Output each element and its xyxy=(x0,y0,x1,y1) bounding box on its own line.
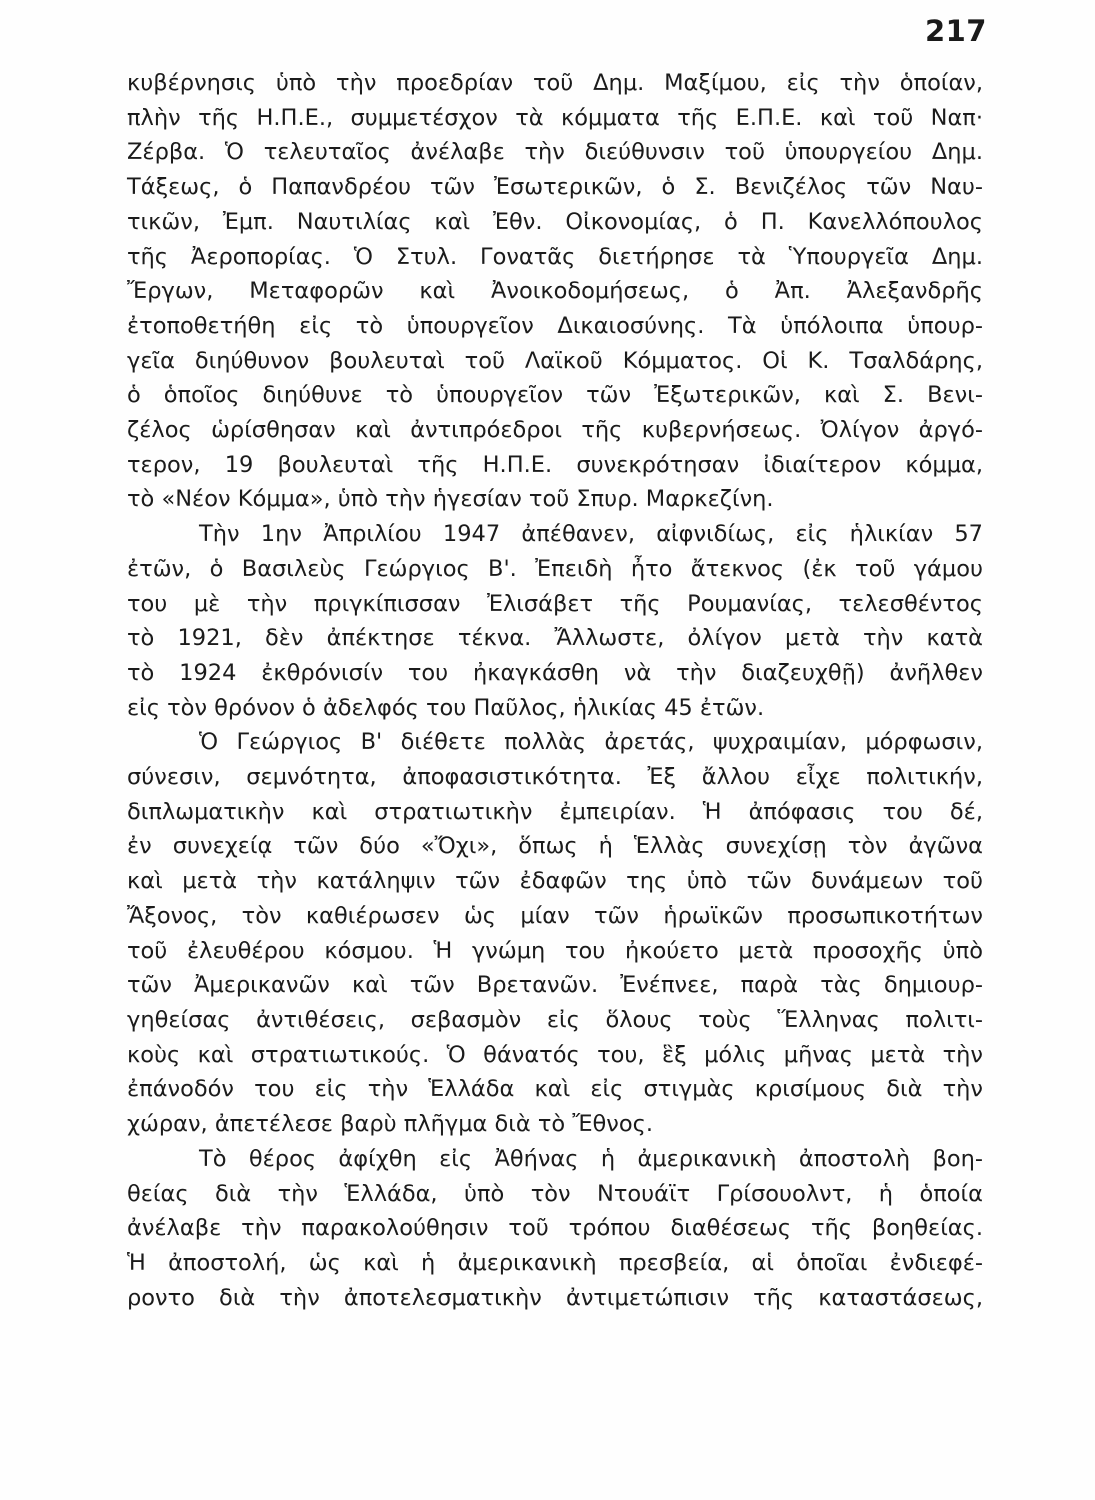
text-line: τικῶν, Ἐμπ. Ναυτιλίας καὶ Ἐθν. Οἰκονομίας, ὁ Π. Κανελλόπουλος xyxy=(127,208,983,235)
text-line: εἰς τὸν θρόνον ὁ ἀδελφός του Παῦλος, ἡλικίας 45 ἐτῶν. xyxy=(127,694,765,721)
paragraph-3 xyxy=(127,725,983,1141)
text-line: σύνεσιν, σεμνότητα, ἀποφασιστικότητα. Ἐξ ἄλλου εἶχε πολιτικήν, xyxy=(127,764,983,791)
paragraph-4 xyxy=(127,1142,983,1316)
text-line: κοὺς καὶ στρατιωτικούς. Ὁ θάνατός του, ἓξ μόλις μῆνας μετὰ τὴν xyxy=(127,1041,983,1068)
text-line: τῆς Ἀεροπορίας. Ὁ Στυλ. Γονατᾶς διετήρησε τὰ Ὑπουργεῖα Δημ. xyxy=(127,243,983,270)
text-line: γηθείσας ἀντιθέσεις, σεβασμὸν εἰς ὅλους τοὺς Ἕλληνας πολιτι- xyxy=(127,1006,983,1033)
text-line: Ἔργων, Μεταφορῶν καὶ Ἀνοικοδομήσεως, ὁ Ἀπ. Ἀλεξανδρῆς xyxy=(127,278,983,305)
text-line: τερον, 19 βουλευταὶ τῆς Η.Π.Ε. συνεκρότησαν ἰδιαίτερον κόμμα, xyxy=(127,451,983,478)
text-line: ἐτοποθετήθη εἰς τὸ ὑπουργεῖον Δικαιοσύνης. Τὰ ὑπόλοιπα ὑπουρ- xyxy=(127,312,983,339)
paragraph-1 xyxy=(127,66,983,517)
text-line: χώραν, ἀπετέλεσε βαρὺ πλῆγμα διὰ τὸ Ἔθνος. xyxy=(127,1111,654,1138)
text-line: πλὴν τῆς Η.Π.Ε., συμμετέσχον τὰ κόμματα τῆς Ε.Π.Ε. καὶ τοῦ Ναπ· xyxy=(127,104,983,131)
body-text xyxy=(127,66,983,1315)
text-line: Τὸ θέρος ἀφίχθη εἰς Ἀθήνας ἡ ἀμερικανικὴ ἀποστολὴ βοη- xyxy=(199,1145,983,1172)
text-line: ροντο διὰ τὴν ἀποτελεσματικὴν ἀντιμετώπισιν τῆς καταστάσεως, xyxy=(127,1284,983,1311)
text-line: του μὲ τὴν πριγκίπισσαν Ἐλισάβετ τῆς Ρουμανίας, τελεσθέντος xyxy=(127,590,983,617)
text-line: Ἡ ἀποστολή, ὡς καὶ ἡ ἀμερικανικὴ πρεσβεία, αἱ ὁποῖαι ἐνδιεφέ- xyxy=(127,1249,983,1276)
text-line: Τάξεως, ὁ Παπανδρέου τῶν Ἐσωτερικῶν, ὁ Σ. Βενιζέλος τῶν Ναυ- xyxy=(127,174,983,201)
text-line: ἐπάνοδόν του εἰς τὴν Ἑλλάδα καὶ εἰς στιγμὰς κρισίμους διὰ τὴν xyxy=(127,1076,983,1103)
text-line: ἐν συνεχείᾳ τῶν δύο «Ὄχι», ὅπως ἡ Ἑλλὰς συνεχίσῃ τὸν ἀγῶνα xyxy=(127,833,983,860)
paragraph-2 xyxy=(127,517,983,725)
text-line: διπλωματικὴν καὶ στρατιωτικὴν ἐμπειρίαν. Ἡ ἀπόφασις του δέ, xyxy=(127,798,983,825)
text-line: γεῖα διηύθυνον βουλευταὶ τοῦ Λαϊκοῦ Κόμματος. Οἱ Κ. Τσαλδάρης, xyxy=(127,347,983,374)
text-line: τῶν Ἀμερικανῶν καὶ τῶν Βρετανῶν. Ἐνέπνεε, παρὰ τὰς δημιουρ- xyxy=(127,972,983,999)
text-line: τοῦ ἐλευθέρου κόσμου. Ἡ γνώμη του ἠκούετο μετὰ προσοχῆς ὑπὸ xyxy=(127,937,983,964)
text-line: τὸ «Νέον Κόμμα», ὑπὸ τὴν ἡγεσίαν τοῦ Σπυρ. Μαρκεζίνη. xyxy=(127,486,774,513)
text-line: ὁ ὁποῖος διηύθυνε τὸ ὑπουργεῖον τῶν Ἐξωτερικῶν, καὶ Σ. Βενι- xyxy=(127,382,983,409)
text-line: τὸ 1924 ἐκθρόνισίν του ἠκαγκάσθη νὰ τὴν διαζευχθῇ) ἀνῆλθεν xyxy=(127,659,983,686)
text-line: κυβέρνησις ὑπὸ τὴν προεδρίαν τοῦ Δημ. Μαξίμου, εἰς τὴν ὁποίαν, xyxy=(127,70,983,96)
text-line: ζέλος ὡρίσθησαν καὶ ἀντιπρόεδροι τῆς κυβερνήσεως. Ὀλίγον ἀργό- xyxy=(127,417,983,444)
text-line: ἀνέλαβε τὴν παρακολούθησιν τοῦ τρόπου διαθέσεως τῆς βοηθείας. xyxy=(127,1215,983,1242)
page-number: 217 xyxy=(924,14,987,48)
text-line: Ἄξονος, τὸν καθιέρωσεν ὡς μίαν τῶν ἡρωϊκῶν προσωπικοτήτων xyxy=(127,902,983,929)
text-line: Ὁ Γεώργιος Β' διέθετε πολλὰς ἀρετάς, ψυχραιμίαν, μόρφωσιν, xyxy=(199,729,983,756)
text-line: ἐτῶν, ὁ Βασιλεὺς Γεώργιος Β'. Ἐπειδὴ ἦτο ἄτεκνος (ἐκ τοῦ γάμου xyxy=(127,555,983,582)
text-line: καὶ μετὰ τὴν κατάληψιν τῶν ἐδαφῶν της ὑπὸ τῶν δυνάμεων τοῦ xyxy=(127,868,983,895)
text-line: θείας διὰ τὴν Ἑλλάδα, ὑπὸ τὸν Ντουάϊτ Γρίσουολντ, ἡ ὁποία xyxy=(127,1180,983,1207)
text-line: Τὴν 1ην Ἀπριλίου 1947 ἀπέθανεν, αἰφνιδίως, εἰς ἡλικίαν 57 xyxy=(199,521,983,548)
text-line: Ζέρβα. Ὁ τελευταῖος ἀνέλαβε τὴν διεύθυνσιν τοῦ ὑπουργείου Δημ. xyxy=(127,139,983,166)
text-line: τὸ 1921, δὲν ἀπέκτησε τέκνα. Ἄλλωστε, ὀλίγον μετὰ τὴν κατὰ xyxy=(127,625,983,652)
